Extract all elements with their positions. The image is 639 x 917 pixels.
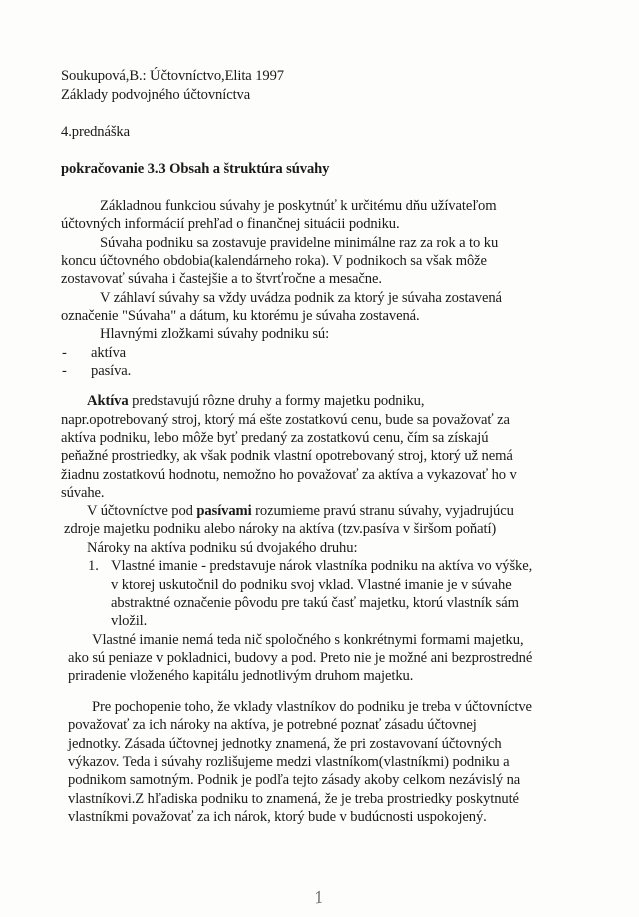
pasiva-post: rozumieme pravú stranu súvahy, vyjadrujúcu [251, 503, 514, 519]
aktiva-line-2: napr.opotrebovaný stroj, ktorý má ešte zostatkovú cenu, bude sa považovať za [61, 412, 510, 428]
lecture-label: 4.prednáška [61, 124, 131, 140]
pasiva-line-2: zdroje majetku podniku alebo nároky na aktíva (tzv.pasíva v širšom poňatí) [64, 521, 497, 537]
document-subtitle: Základy podvojného účtovníctva [61, 87, 251, 103]
para3-line-2: označenie "Súvaha" a dátum, ku ktorému je súvaha zostavená. [61, 308, 420, 324]
para6-line-3: jednotky. Zásada účtovnej jednotky znamená, že pri zostavovaní účtovných [68, 736, 502, 752]
para3-line-1: V záhlaví súvahy sa vždy uvádza podnik za ktorý je súvaha zostavená [100, 290, 502, 306]
list-item-1-line-3: abstraktné označenie pôvodu pre takú časť majetku, ktorú vlastník sám [111, 595, 519, 611]
list-number: 1. [88, 558, 99, 574]
list-item-aktiva: aktíva [91, 345, 127, 361]
para4-line: Hlavnými zložkami súvahy podniku sú: [100, 326, 330, 342]
list-dash: - [62, 363, 67, 379]
pasiva-line-1 [87, 502, 514, 520]
pasiva-term: pasívami [196, 503, 252, 519]
para2-line-2: koncu účtovného obdobia(kalendárneho roka). V podnikoch sa však môže [61, 253, 487, 269]
para2-line-3: zostavovať súvaha i častejšie a to štvrťročne a mesačne. [61, 271, 382, 287]
list-item-1-line-1: Vlastné imanie - predstavuje nárok vlastníka podniku na aktíva vo výške, [111, 558, 533, 574]
pasiva-line-3: Nároky na aktíva podniku sú dvojakého druhu: [87, 540, 358, 556]
aktiva-line-5: žiadnu zostatkovú hodnotu, nemožno ho považovať za aktíva a vykazovať ho v [61, 467, 517, 483]
aktiva-line-1 [87, 392, 424, 410]
para6-line-4: výkazov. Teda i súvahy rozlišujeme medzi vlastníkom(vlastníkmi) podniku a [68, 754, 510, 770]
para6-line-1: Pre pochopenie toho, že vklady vlastníkov do podniku je treba v účtovníctve [92, 699, 532, 715]
list-item-1-line-2: v ktorej uskutočnil do podniku svoj vklad. Vlastné imanie je v súvahe [111, 577, 512, 593]
para6-line-5: podnikom samotným. Podnik je podľa tejto zásady akoby celkom nezávislý na [68, 772, 521, 788]
para5-line-2: ako sú peniaze v pokladnici, budovy a pod. Preto nie je možné ani bezprostredné [68, 650, 533, 666]
aktiva-line-3: aktíva podniku, lebo môže byť predaný za zostatkovú cenu, čím sa získajú [61, 430, 489, 446]
section-title: pokračovanie 3.3 Obsah a štruktúra súvahy [61, 161, 330, 177]
list-item-1-line-4: vložil. [111, 613, 148, 629]
para1-line-1: Základnou funkciou súvahy je poskytnúť k určitému dňu užívateľom [100, 198, 497, 214]
aktiva-line-6: súvahe. [61, 485, 105, 501]
aktiva-term: Aktíva [87, 393, 129, 409]
list-item-pasiva: pasíva. [91, 363, 132, 379]
para6-line-2: považovať za ich nároky na aktíva, je potrebné poznať zásadu účtovnej [68, 717, 477, 733]
para1-line-2: účtovných informácií prehľad o finančnej situácii podniku. [61, 216, 400, 232]
para5-line-3: priradenie vloženého kapitálu jednotlivým druhom majetku. [68, 668, 414, 684]
para5-line-1: Vlastné imanie nemá teda nič spoločného s konkrétnymi formami majetku, [92, 632, 524, 648]
aktiva-line-4: peňažné prostriedky, ak však podnik vlastní opotrebovaný stroj, ktorý už nemá [61, 448, 513, 464]
page-number: 1 [312, 887, 326, 908]
para6-line-6: vlastníkovi.Z hľadiska podniku to znamená, že je treba prostriedky poskytnuté [68, 791, 519, 807]
pasiva-pre: V účtovníctve pod [87, 503, 197, 519]
list-dash: - [62, 345, 67, 361]
para6-line-7: vlastníkmi považovať za ich nárok, ktorý bude v budúcnosti uspokojený. [68, 809, 487, 825]
citation: Soukupová,B.: Účtovníctvo,Elita 1997 [61, 68, 284, 84]
aktiva-line-1-rest: predstavujú rôzne druhy a formy majetku podniku, [128, 393, 425, 409]
para2-line-1: Súvaha podniku sa zostavuje pravidelne minimálne raz za rok a to ku [100, 235, 499, 251]
